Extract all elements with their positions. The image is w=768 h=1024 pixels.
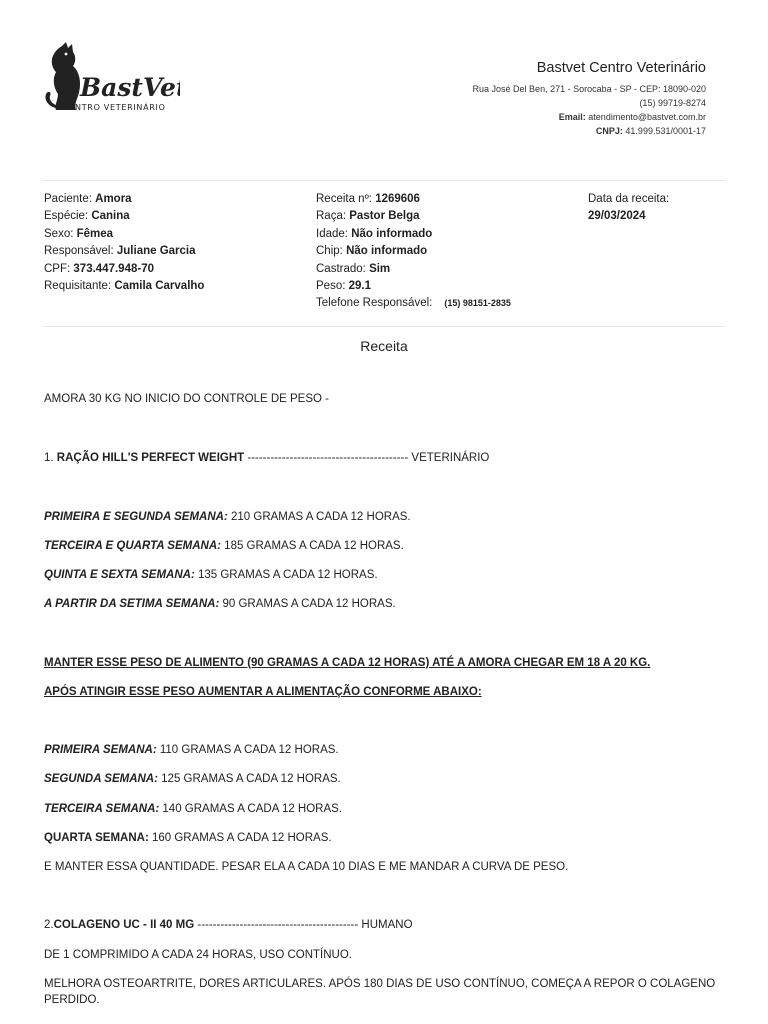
clinic-info xyxy=(473,60,706,138)
schedule-line-1: PRIMEIRA E SEGUNDA SEMANA: 210 GRAMAS A CADA 12 HORAS. xyxy=(44,511,411,523)
schedule-line-3: QUINTA E SEXTA SEMANA: 135 GRAMAS A CADA 12 HORAS. xyxy=(44,569,378,581)
field-raca: Raça: Pastor Belga xyxy=(316,210,420,223)
field-especie: Espécie: Canina xyxy=(44,210,130,223)
header-divider xyxy=(43,180,725,181)
patient-info-column-2 xyxy=(316,191,511,313)
item-1: 1. RAÇÃO HILL'S PERFECT WEIGHT ------------------------------------------ VETERINÁRIO xyxy=(44,452,490,464)
week-line-3: TERCEIRA SEMANA: 140 GRAMAS A CADA 12 HORAS. xyxy=(44,803,343,815)
field-castrado: Castrado: Sim xyxy=(316,262,391,275)
logo-wordmark: BastVet xyxy=(80,73,180,102)
field-sexo: Sexo: Fêmea xyxy=(44,227,114,240)
field-telefone: Telefone Responsável: (15) 98151-2835 xyxy=(316,297,511,310)
item-2-description: MELHORA OSTEOARTRITE, DORES ARTICULARES. APÓS 180 DIAS DE USO CONTÍNUO, COMEÇA A REPOR O COLAGENO PERDIDO. xyxy=(44,978,716,1006)
field-idade: Idade: Não informado xyxy=(316,227,433,240)
bastvet-logo xyxy=(40,40,180,116)
field-chip: Chip: Não informado xyxy=(316,245,428,258)
field-requisitante: Requisitante: Camila Carvalho xyxy=(44,280,205,293)
field-cpf: CPF: 373.447.948-70 xyxy=(44,262,154,275)
clinic-cnpj: CNPJ: 41.999.531/0001-17 xyxy=(595,126,706,136)
schedule-line-2: TERCEIRA E QUARTA SEMANA: 185 GRAMAS A CADA 12 HORAS. xyxy=(44,540,404,552)
item-2: 2.COLAGENO UC - II 40 MG ------------------------------------------ HUMANO xyxy=(44,919,413,931)
item-2-dose: DE 1 COMPRIMIDO A CADA 24 HORAS, USO CONTÍNUO. xyxy=(44,949,353,961)
field-paciente: Paciente: Amora xyxy=(44,193,132,205)
clinic-phone: (15) 99719-8274 xyxy=(639,98,706,108)
schedule-line-4: A PARTIR DA SETIMA SEMANA: 90 GRAMAS A CADA 12 HORAS. xyxy=(44,598,396,610)
logo-subtitle: CENTRO VETERINÁRIO xyxy=(63,103,166,112)
field-responsavel: Responsável: Juliane Garcia xyxy=(44,245,196,258)
clinic-address: Rua José Del Ben, 271 - Sorocaba - SP - CEP: 18090-020 xyxy=(472,84,706,94)
patient-info-column-1 xyxy=(44,191,204,295)
field-data-label: Data da receita: xyxy=(588,193,670,205)
week-line-2: SEGUNDA SEMANA: 125 GRAMAS A CADA 12 HORAS. xyxy=(44,773,341,785)
clinic-email: Email: atendimento@bastvet.com.br xyxy=(558,112,706,122)
prescription-date-column xyxy=(588,191,669,226)
intro-line: AMORA 30 KG NO INICIO DO CONTROLE DE PESO - xyxy=(44,393,329,405)
field-receita: Receita nº: 1269606 xyxy=(316,193,420,205)
field-peso: Peso: 29.1 xyxy=(316,280,372,293)
keep-line: E MANTER ESSA QUANTIDADE. PESAR ELA A CADA 10 DIAS E ME MANDAR A CURVA DE PESO. xyxy=(44,861,569,873)
week-line-1: PRIMEIRA SEMANA: 110 GRAMAS A CADA 12 HORAS. xyxy=(44,744,339,756)
clinic-name: Bastvet Centro Veterinário xyxy=(536,60,706,76)
warning-line-1: MANTER ESSE PESO DE ALIMENTO (90 GRAMAS A CADA 12 HORAS) ATÉ A AMORA CHEGAR EM 18 A 20 KG. xyxy=(44,657,651,669)
warning-line-2: APÓS ATINGIR ESSE PESO AUMENTAR A ALIMENTAÇÃO CONFORME ABAIXO: xyxy=(44,686,482,698)
week-line-4: QUARTA SEMANA: 160 GRAMAS A CADA 12 HORAS. xyxy=(44,832,332,844)
info-divider xyxy=(43,326,725,327)
field-data: 29/03/2024 xyxy=(588,210,646,223)
document-title: Receita xyxy=(360,338,408,354)
email-link[interactable]: atendimento@bastvet.com.br xyxy=(588,112,706,122)
